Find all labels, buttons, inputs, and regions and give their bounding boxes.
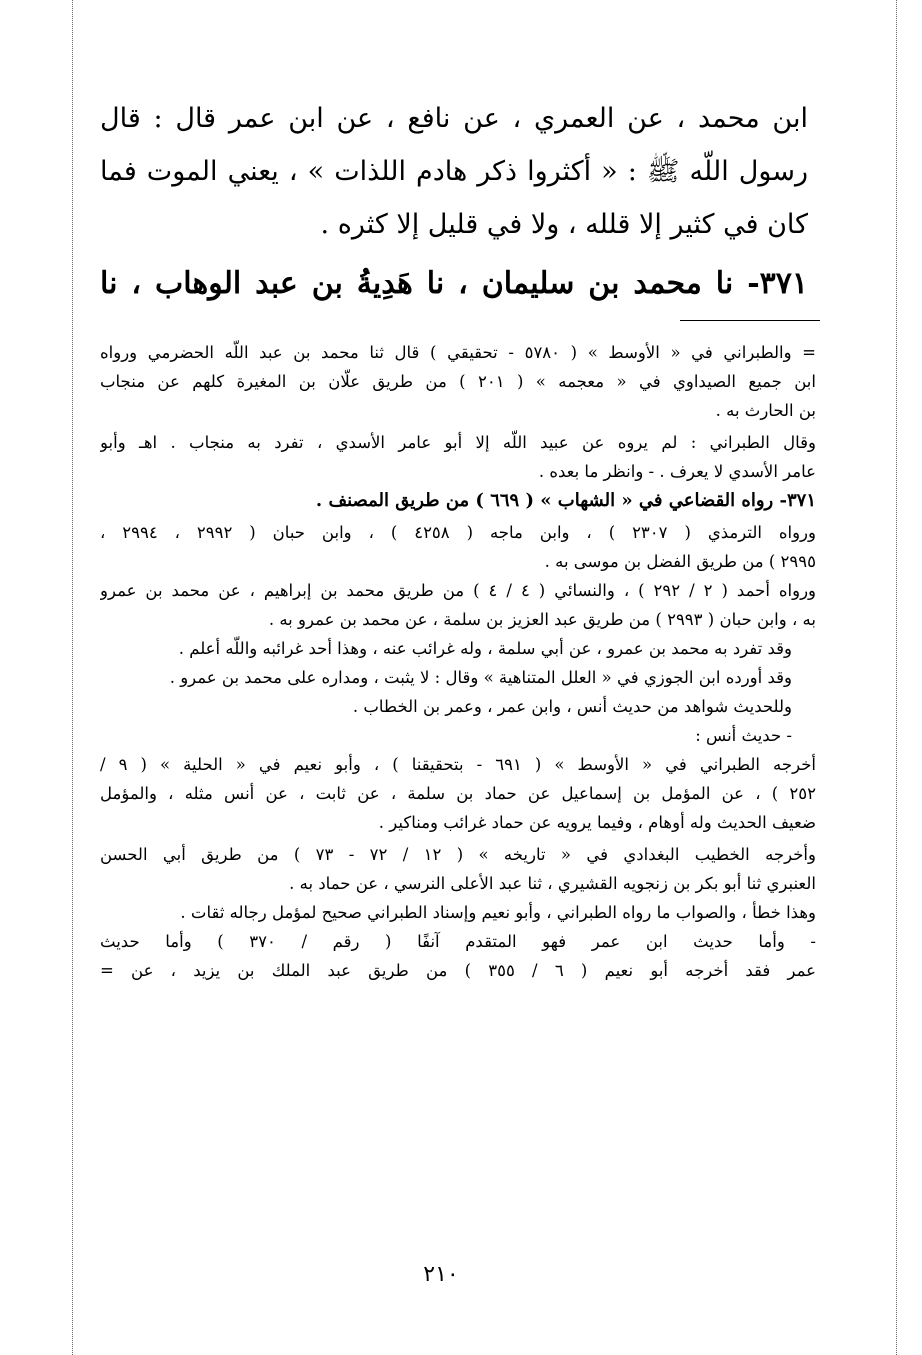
footnote-line: به ، وابن حبان ( ٢٩٩٣ ) من طريق عبد العزيز بن سلمة ، عن محمد بن عمرو به . [268, 610, 816, 629]
footnote-line: عمر فقد أخرجه أبو نعيم ( ٦ / ٣٥٥ ) من طريق عبد الملك بن يزيد ، عن = [100, 961, 816, 980]
footnote-line: وقال الطبراني : لم يروه عن عبيد اللّه إلا أبو عامر الأسدي ، تفرد به منجاب . اهـ وأبو [100, 433, 816, 452]
footnote-line: العنبري ثنا أبو بكر بن زنجويه القشيري ، ثنا عبد الأعلى النرسي ، عن حماد به . [289, 874, 816, 893]
footnote-line: = والطبراني في « الأوسط » ( ٥٧٨٠ - تحقيقي ) قال ثنا محمد بن عبد اللّه الحضرمي ورواه [100, 343, 816, 362]
footnote-line: وهذا خطأ ، والصواب ما رواه الطبراني ، وأبو نعيم وإسناد الطبراني صحيح لمؤمل رجاله ثقات . [180, 903, 816, 922]
footnote-line: ورواه الترمذي ( ٢٣٠٧ ) ، وابن ماجه ( ٤٢٥٨ ) ، وابن حبان ( ٢٩٩٢ ، ٢٩٩٤ ، [100, 523, 816, 542]
footnote-line: وقد تفرد به محمد بن عمرو ، عن أبي سلمة ، وله غرائب عنه ، وهذا أحد غرائبه واللّه أعلم . [178, 639, 792, 658]
footnote-line: ابن جميع الصيداوي في « معجمه » ( ٢٠١ ) من طريق علّان بن المغيرة كلهم عن منجاب [100, 372, 816, 391]
footnote-line: وللحديث شواهد من حديث أنس ، وابن عمر ، وعمر بن الخطاب . [352, 697, 792, 716]
footnotes [100, 338, 816, 985]
footnote-line: ضعيف الحديث وله أوهام ، وفيما يرويه عن حماد غرائب ومناكير . [378, 813, 816, 832]
footnote-371-heading: ٣٧١- رواه القضاعي في « الشهاب » ( ٦٦٩ ) من طريق المصنف . [315, 490, 816, 511]
scan-edge-right [896, 0, 897, 1355]
main-text-line: رسول اللّه ﷺ : « أكثروا ذكر هادم اللذات » ، يعني الموت فما [100, 156, 808, 187]
footnote-line: عامر الأسدي لا يعرف . - وانظر ما بعده . [538, 462, 816, 481]
main-text-line: كان في كثير إلا قلله ، ولا في قليل إلا كثره . [320, 209, 808, 240]
footnote-line: ٢٥٢ ) ، عن المؤمل بن إسماعيل عن حماد بن سلمة ، عن ثابت ، عن أنس مثله ، والمؤمل [100, 784, 816, 803]
footnote-line: وقد أورده ابن الجوزي في « العلل المتناهية » وقال : لا يثبت ، ومداره على محمد بن عمرو . [169, 668, 792, 687]
footnote-line: ورواه أحمد ( ٢ / ٢٩٢ ) ، والنسائي ( ٤ / ٤ ) من طريق محمد بن إبراهيم ، عن محمد بن عمرو [100, 581, 816, 600]
main-text [100, 92, 808, 310]
footnote-line: أخرجه الطبراني في « الأوسط » ( ٦٩١ - بتحقيقنا ) ، وأبو نعيم في « الحلية » ( ٩ / [100, 755, 816, 774]
hadith-371-line: ٣٧١- نا محمد بن سليمان ، نا هَدِيةُ بن عبد الوهاب ، نا [100, 266, 808, 301]
footnote-separator [680, 320, 820, 321]
footnote-line: - حديث أنس : [695, 726, 792, 745]
footnote-line: بن الحارث به . [715, 401, 816, 420]
page-number: ٢١٠ [423, 1262, 459, 1287]
scan-edge-left [72, 0, 73, 1355]
footnote-line: وأخرجه الخطيب البغدادي في « تاريخه » ( ١٢ / ٧٢ - ٧٣ ) من طريق أبي الحسن [100, 845, 816, 864]
footnote-line: ٢٩٩٥ ) من طريق الفضل بن موسى به . [544, 552, 816, 571]
main-text-line: ابن محمد ، عن العمري ، عن نافع ، عن ابن عمر قال : قال [100, 103, 808, 134]
footnote-line: - وأما حديث ابن عمر فهو المتقدم آنفًا ( رقم / ٣٧٠ ) وأما حديث [100, 932, 816, 951]
